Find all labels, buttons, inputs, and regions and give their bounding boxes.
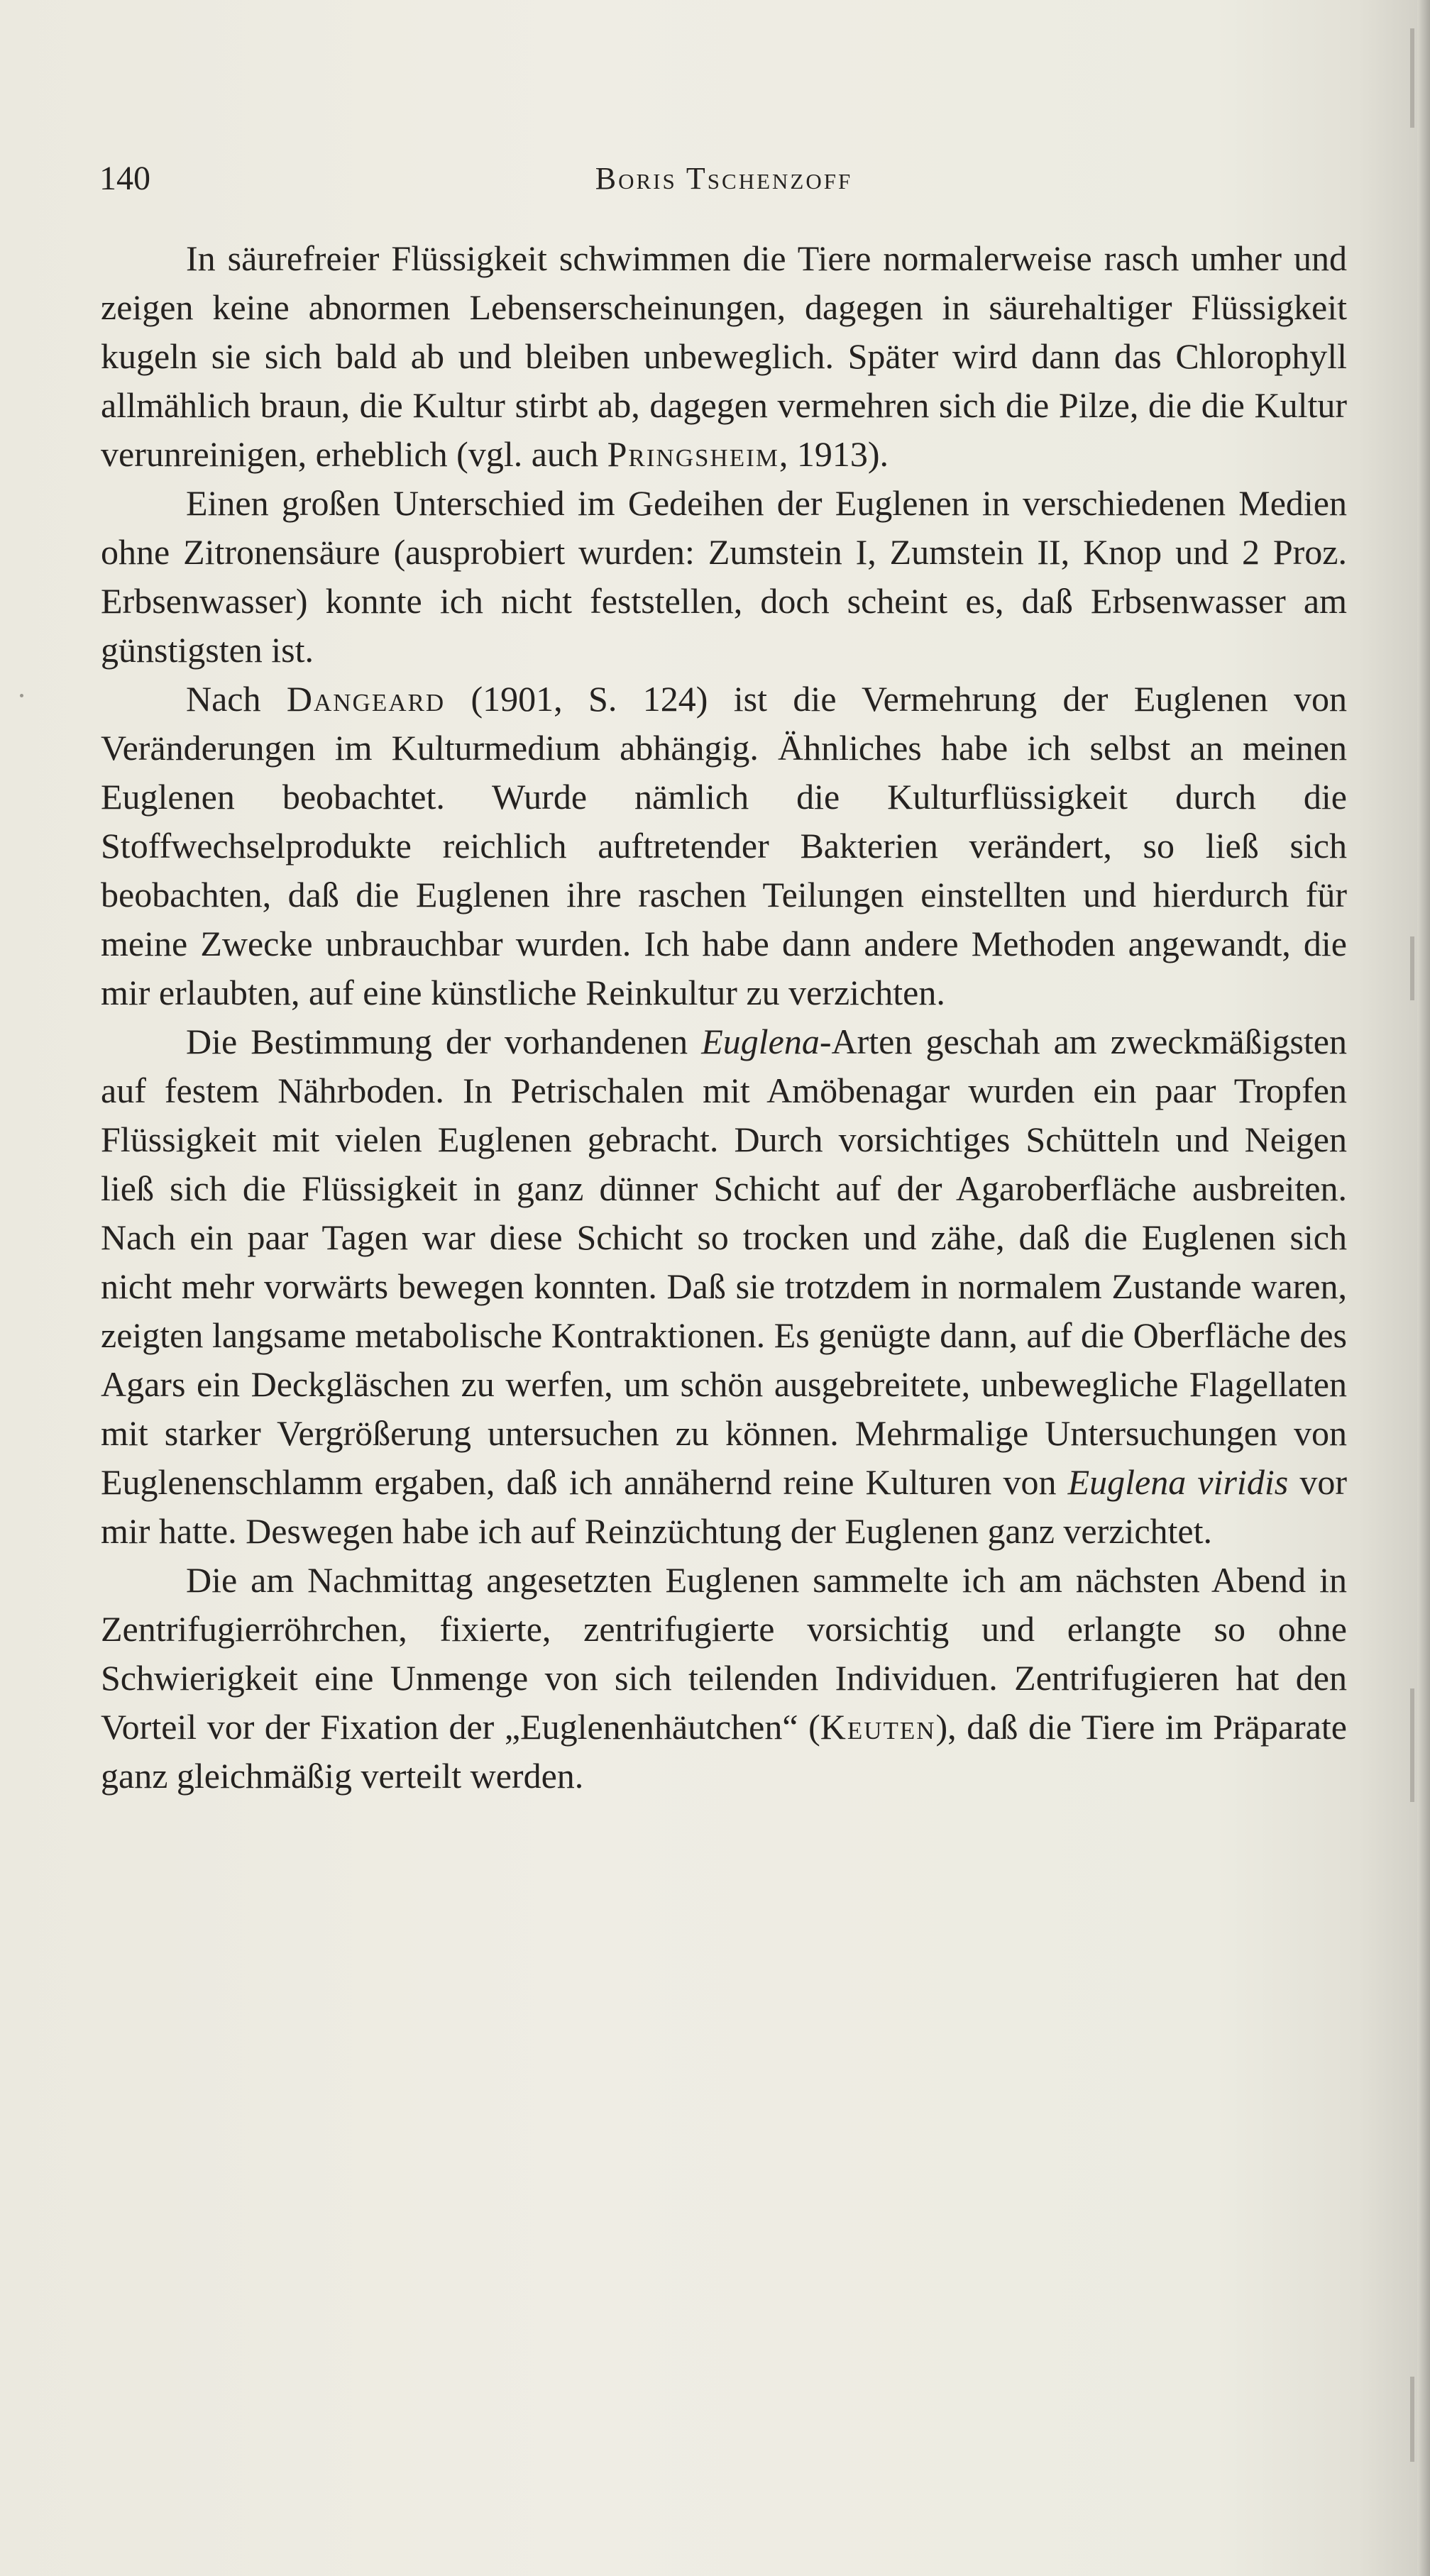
page-number: 140: [99, 160, 150, 197]
paragraph-5: [101, 1556, 1347, 1801]
page-edge: [1417, 0, 1430, 2576]
taxon-euglena: Euglena: [701, 1022, 820, 1061]
edge-shadow-mark: [1410, 2377, 1414, 2462]
paragraph-3-text-b: (1901, S. 124) ist die Vermehrung der Euglenen von Veränderungen im Kulturmedium abhängig. Ähnliches habe ich selbst an meinen Euglenen beobachtet. Wurde nämlich die Kulturflüssigkeit durch die Stoffwechselprodukte reichlich auftretender Bakterien verändert, so ließ sich beobachten, daß die Euglenen ihre raschen Teilungen einstellten und hierdurch für meine Zwecke unbrauchbar wurden. Ich habe dann andere Methoden angewandt, die mir erlaubten, auf eine künstliche Reinkultur zu verzichten.: [101, 679, 1347, 1012]
taxon-euglena-viridis: Euglena viridis: [1067, 1462, 1289, 1502]
paragraph-2-text: Einen großen Unterschied im Gedeihen der Euglenen in verschiedenen Medien ohne Zitronensäure (ausprobiert wurden: Zumstein I, Zumstein II, Knop und 2 Proz. Erbsenwasser) konnte ich nicht feststellen, doch scheint es, daß Erbsenwasser am günstigsten ist.: [101, 483, 1347, 670]
paragraph-2: [101, 479, 1347, 675]
paragraph-4: [101, 1017, 1347, 1556]
edge-shadow-mark: [1410, 936, 1414, 1000]
author-citation-dangeard: Dangeard: [286, 679, 446, 719]
edge-shadow-mark: [1410, 1688, 1414, 1802]
body-text: [101, 234, 1347, 1801]
paragraph-5-text-b: ), daß die Tiere im Präparate ganz gleichmäßig verteilt werden.: [101, 1707, 1347, 1796]
paragraph-1-text-a: In säurefreier Flüssigkeit schwimmen die Tiere normalerweise rasch umher und zeigen keine abnormen Lebenserscheinungen, dagegen in säurehaltiger Flüssigkeit kugeln sie sich bald ab und bleiben unbeweglich. Später wird dann das Chlorophyll allmählich braun, die Kultur stirbt ab, dagegen vermehren sich die Pilze, die die Kultur verunreinigen, erheblich (vgl. auch: [101, 238, 1347, 474]
paragraph-1-text-b: , 1913).: [779, 434, 889, 474]
paper-speck: [20, 694, 23, 697]
paragraph-4-text-c: vor mir hatte. Deswegen habe ich auf Reinzüchtung der Euglenen ganz verzichtet.: [101, 1462, 1347, 1551]
paragraph-4-text-a: Die Bestimmung der vorhandenen: [186, 1022, 702, 1061]
paragraph-1: [101, 234, 1347, 479]
paragraph-3-text-a: Nach: [186, 679, 287, 719]
page-header: [99, 157, 1348, 200]
paragraph-3: [101, 675, 1347, 1017]
author-citation-keuten: Keuten: [820, 1707, 936, 1747]
paragraph-4-text-b: -Arten geschah am zweckmäßigsten auf festem Nährboden. In Petrischalen mit Amöbenagar wurden ein paar Tropfen Flüssigkeit mit vielen Euglenen gebracht. Durch vorsichtiges Schütteln und Neigen ließ sich die Flüssigkeit in ganz dünner Schicht auf der Agaroberfläche ausbreiten. Nach ein paar Tagen war diese Schicht so trocken und zähe, daß die Euglenen sich nicht mehr vorwärts bewegen konnten. Daß sie trotzdem in normalem Zustande waren, zeigten langsame metabolische Kontraktionen. Es genügte dann, auf die Oberfläche des Agars ein Deckgläschen zu werfen, um schön ausgebreitete, unbewegliche Flagellaten mit starker Vergrößerung untersuchen zu können. Mehrmalige Untersuchungen von Euglenenschlamm ergaben, daß ich annähernd reine Kulturen von: [101, 1022, 1347, 1502]
author-citation-pringsheim: Pringsheim: [607, 434, 779, 474]
running-head: Boris Tschenzoff: [595, 161, 853, 196]
edge-shadow-mark: [1410, 28, 1414, 128]
paragraph-5-text-a: Die am Nachmittag angesetzten Euglenen sammelte ich am nächsten Abend in Zentrifugierröhrchen, fixierte, zentrifugierte vorsichtig und erlangte so ohne Schwierigkeit eine Unmenge von sich teilenden Individuen. Zentrifugieren hat den Vorteil vor der Fixation der „Euglenenhäutchen“ (: [101, 1560, 1347, 1747]
